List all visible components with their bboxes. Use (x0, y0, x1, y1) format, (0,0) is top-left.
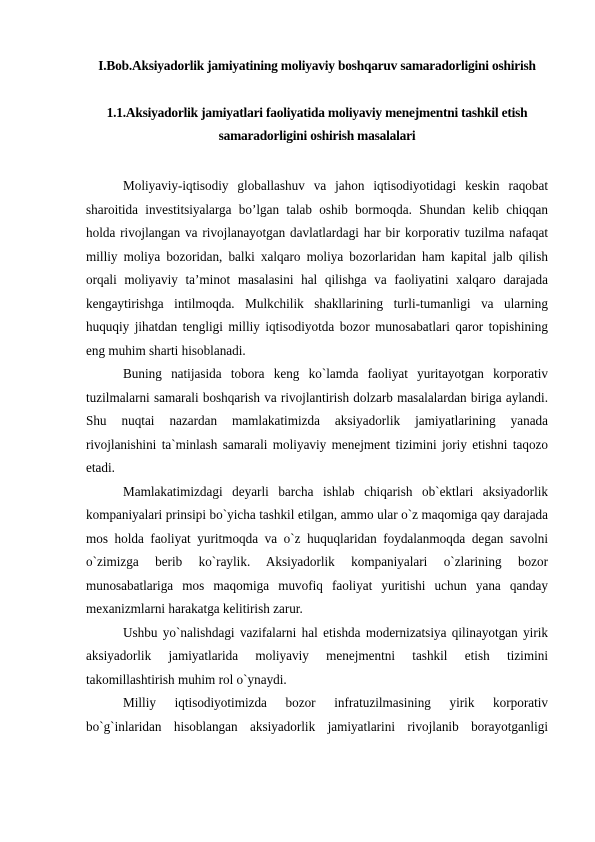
paragraph-5: Milliy iqtisodiyotimizda bozor infratuzilmasining yirik korporativ bo`g`inlaridan hisoblangan aksiyadorlik jamiyatlarini rivojlanib borayotganligi (86, 695, 548, 734)
paragraph-2: Buning natijasida tobora keng ko`lamda faoliyat yuritayotgan korporativ tuzilmalarni samarali boshqarish va rivojlantirish dolzarb masalalardan biriga aylandi. Shu nuqtai nazardan mamlakatimizda aksiyadorlik jamiyatlarining yanada rivojlanishini ta`minlash samarali moliyaviy menejment tizimini joriy etishni taqozo etadi. (86, 366, 548, 475)
paragraph-5-container (86, 691, 548, 738)
paragraph-3: Mamlakatimizdagi deyarli barcha ishlab chiqarish ob`ektlari aksiyadorlik kompaniyalari prinsipi bo`yicha tashkil etilgan, ammo ular o`z maqomiga qay darajada mos holda faoliyat yuritmoqda va o`z huquqlaridan foydalanmoqda degan savolni o`zimizga berib ko`raylik. Aksiyadorlik kompaniyalari o`zlarining bozor munosabatlariga mos maqomiga muvofiq faoliyat yuritishi uchun yana qanday mexanizmlarni harakatga kelitirish zarur. (86, 483, 548, 616)
paragraph-1: Moliyaviy-iqtisodiy globallashuv va jahon iqtisodiyotidagi keskin raqobat sharoitida investitsiyalarga bo’lgan talab oshib bormoqda. Shundan kelib chiqqan holda rivojlangan va rivojlanayotgan davlatlardagi har bir korporativ tuzilma nafaqat milliy moliya bozoridan, balki xalqaro moliya bozorlaridan ham kapital jalb qilish orqali moliyaviy ta’minot masalasini hal qilishga va faoliyatini xalqaro darajada kengaytirishga intilmoqda. Mulkchilik shakllarining turli-tumanligi va ularning huquqiy jihatdan tengligi milliy iqtisodiyotda bozor munosabatlari qaror topishining eng muhim sharti hisoblanadi. (86, 178, 548, 358)
paragraph-4: Ushbu yo`nalishdagi vazifalarni hal etishda modernizatsiya qilinayotgan yirik aksiyadorlik jamiyatlarida moliyaviy menejmentni tashkil etish tizimini takomillashtirish muhim rol o`ynaydi. (86, 624, 548, 687)
section-title: 1.1.Aksiyadorlik jamiyatlari faoliyatida moliyaviy menejmentni tashkil etish samaradorligini oshirish masalalari (106, 105, 528, 143)
chapter-title: I.Bob.Aksiyadorlik jamiyatining moliyaviy boshqaruv samaradorligini oshirish (98, 58, 536, 73)
body-text (86, 174, 548, 738)
